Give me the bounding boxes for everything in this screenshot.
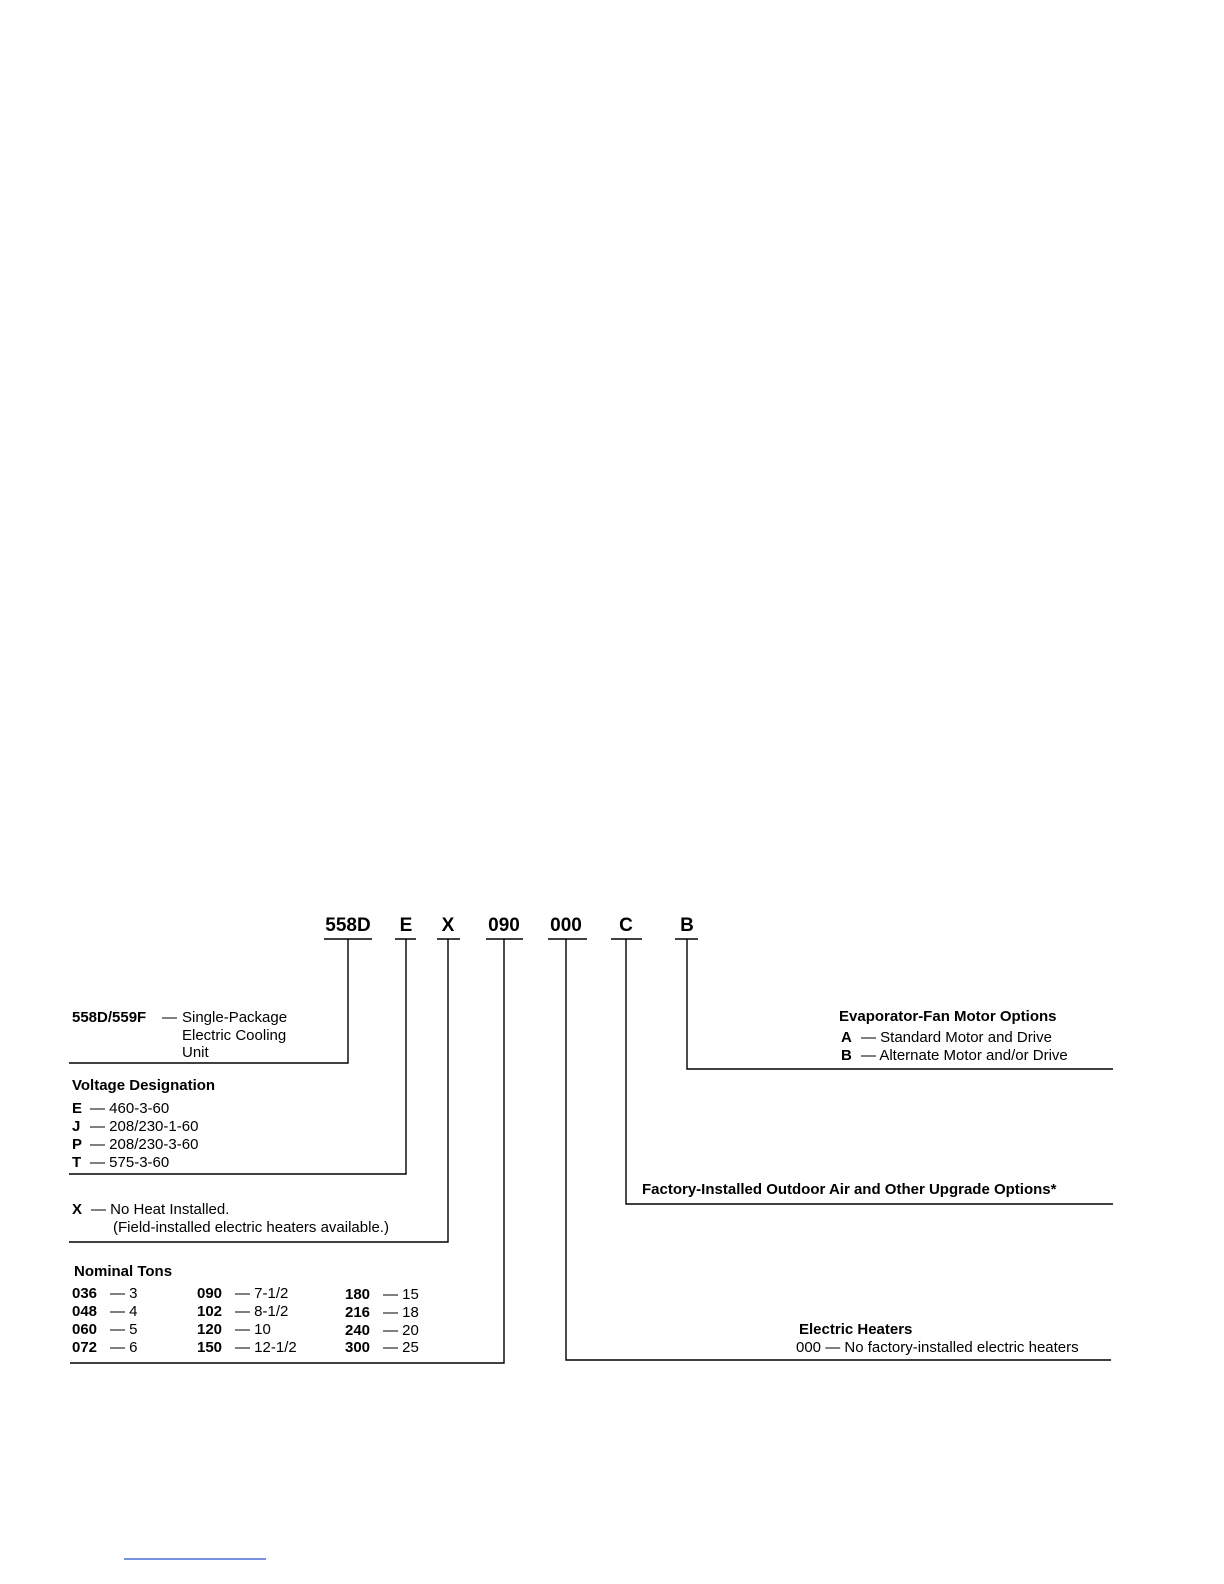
heat-desc: — No Heat Installed. (91, 1201, 230, 1218)
code-e: E (399, 915, 413, 936)
tons-item (72, 1285, 138, 1303)
fan-motor-item (841, 1029, 1052, 1047)
voltage-desc: — 460-3-60 (90, 1100, 170, 1117)
tons-item (345, 1322, 419, 1340)
fan-motor-item (841, 1047, 1068, 1065)
code-090: 090 (488, 915, 520, 936)
voltage-desc: — 575-3-60 (90, 1154, 170, 1171)
voltage-desc: — 208/230-3-60 (90, 1136, 199, 1153)
tons-desc: — 5 (110, 1321, 138, 1338)
tons-desc: — 10 (235, 1321, 271, 1338)
voltage-desc: — 208/230-1-60 (90, 1118, 199, 1135)
tons-desc: — 7-1/2 (235, 1285, 289, 1302)
tons-code: 102 (197, 1303, 223, 1320)
code-x: X (441, 915, 455, 936)
tons-desc: — 15 (383, 1286, 419, 1303)
code-c: C (619, 915, 633, 936)
fan-motor-code: B (841, 1047, 852, 1064)
fan-motor-desc: — Alternate Motor and/or Drive (861, 1047, 1068, 1064)
heat-note: (Field-installed electric heaters available.) (113, 1219, 389, 1236)
tons-desc: — 3 (110, 1285, 138, 1302)
unit-type-code: 558D/559F (72, 1009, 147, 1026)
tons-desc: — 4 (110, 1303, 138, 1320)
voltage-title: Voltage Designation (72, 1077, 216, 1094)
upgrade-title: Factory-Installed Outdoor Air and Other Upgrade Options* (642, 1181, 1057, 1198)
tons-code: 300 (345, 1339, 371, 1356)
fan-motor-title: Evaporator-Fan Motor Options (839, 1008, 1057, 1025)
tons-desc: — 6 (110, 1339, 138, 1356)
tons-desc: — 25 (383, 1339, 419, 1356)
heaters-item: 000 — No factory-installed electric heaters (796, 1339, 1079, 1356)
tons-item (345, 1304, 419, 1322)
heaters-title: Electric Heaters (799, 1321, 913, 1338)
voltage-code: J (72, 1118, 81, 1135)
fan-motor-code: A (841, 1029, 852, 1046)
heat-code: X (72, 1201, 83, 1218)
tons-title: Nominal Tons (74, 1263, 173, 1280)
tons-item (197, 1339, 297, 1357)
tons-item (197, 1285, 288, 1303)
voltage-item (72, 1154, 169, 1172)
tons-item (72, 1303, 138, 1321)
fan-motor-desc: — Standard Motor and Drive (861, 1029, 1052, 1046)
unit-type-line-2: Electric Cooling (182, 1027, 287, 1044)
voltage-item (72, 1118, 198, 1136)
tons-item (197, 1303, 288, 1321)
code-000: 000 (550, 915, 582, 936)
tons-code: 036 (72, 1285, 98, 1302)
tons-code: 120 (197, 1321, 223, 1338)
tons-code: 240 (345, 1322, 371, 1339)
tons-code: 150 (197, 1339, 223, 1356)
tons-code: 180 (345, 1286, 371, 1303)
unit-type-line-3: Unit (182, 1044, 209, 1061)
voltage-code: E (72, 1100, 83, 1117)
code-b: B (680, 915, 694, 936)
tons-desc: — 20 (383, 1322, 419, 1339)
tons-item (72, 1321, 138, 1339)
voltage-code: T (72, 1154, 82, 1171)
tons-code: 090 (197, 1285, 223, 1302)
unit-type-dash: — (162, 1009, 177, 1026)
voltage-item (72, 1100, 169, 1118)
tons-item (345, 1286, 419, 1304)
tons-desc: — 18 (383, 1304, 419, 1321)
tons-code: 216 (345, 1304, 371, 1321)
tons-desc: — 12-1/2 (235, 1339, 297, 1356)
tons-item (197, 1321, 271, 1339)
tons-item (345, 1339, 419, 1357)
tons-code: 048 (72, 1303, 98, 1320)
unit-type-line-1: Single-Package (182, 1009, 288, 1026)
tons-item (72, 1339, 138, 1357)
heat-item (72, 1201, 229, 1219)
tons-desc: — 8-1/2 (235, 1303, 289, 1320)
voltage-code: P (72, 1136, 83, 1153)
tons-code: 060 (72, 1321, 98, 1338)
code-558d: 558D (325, 915, 371, 936)
voltage-item (72, 1136, 198, 1154)
tons-code: 072 (72, 1339, 98, 1356)
